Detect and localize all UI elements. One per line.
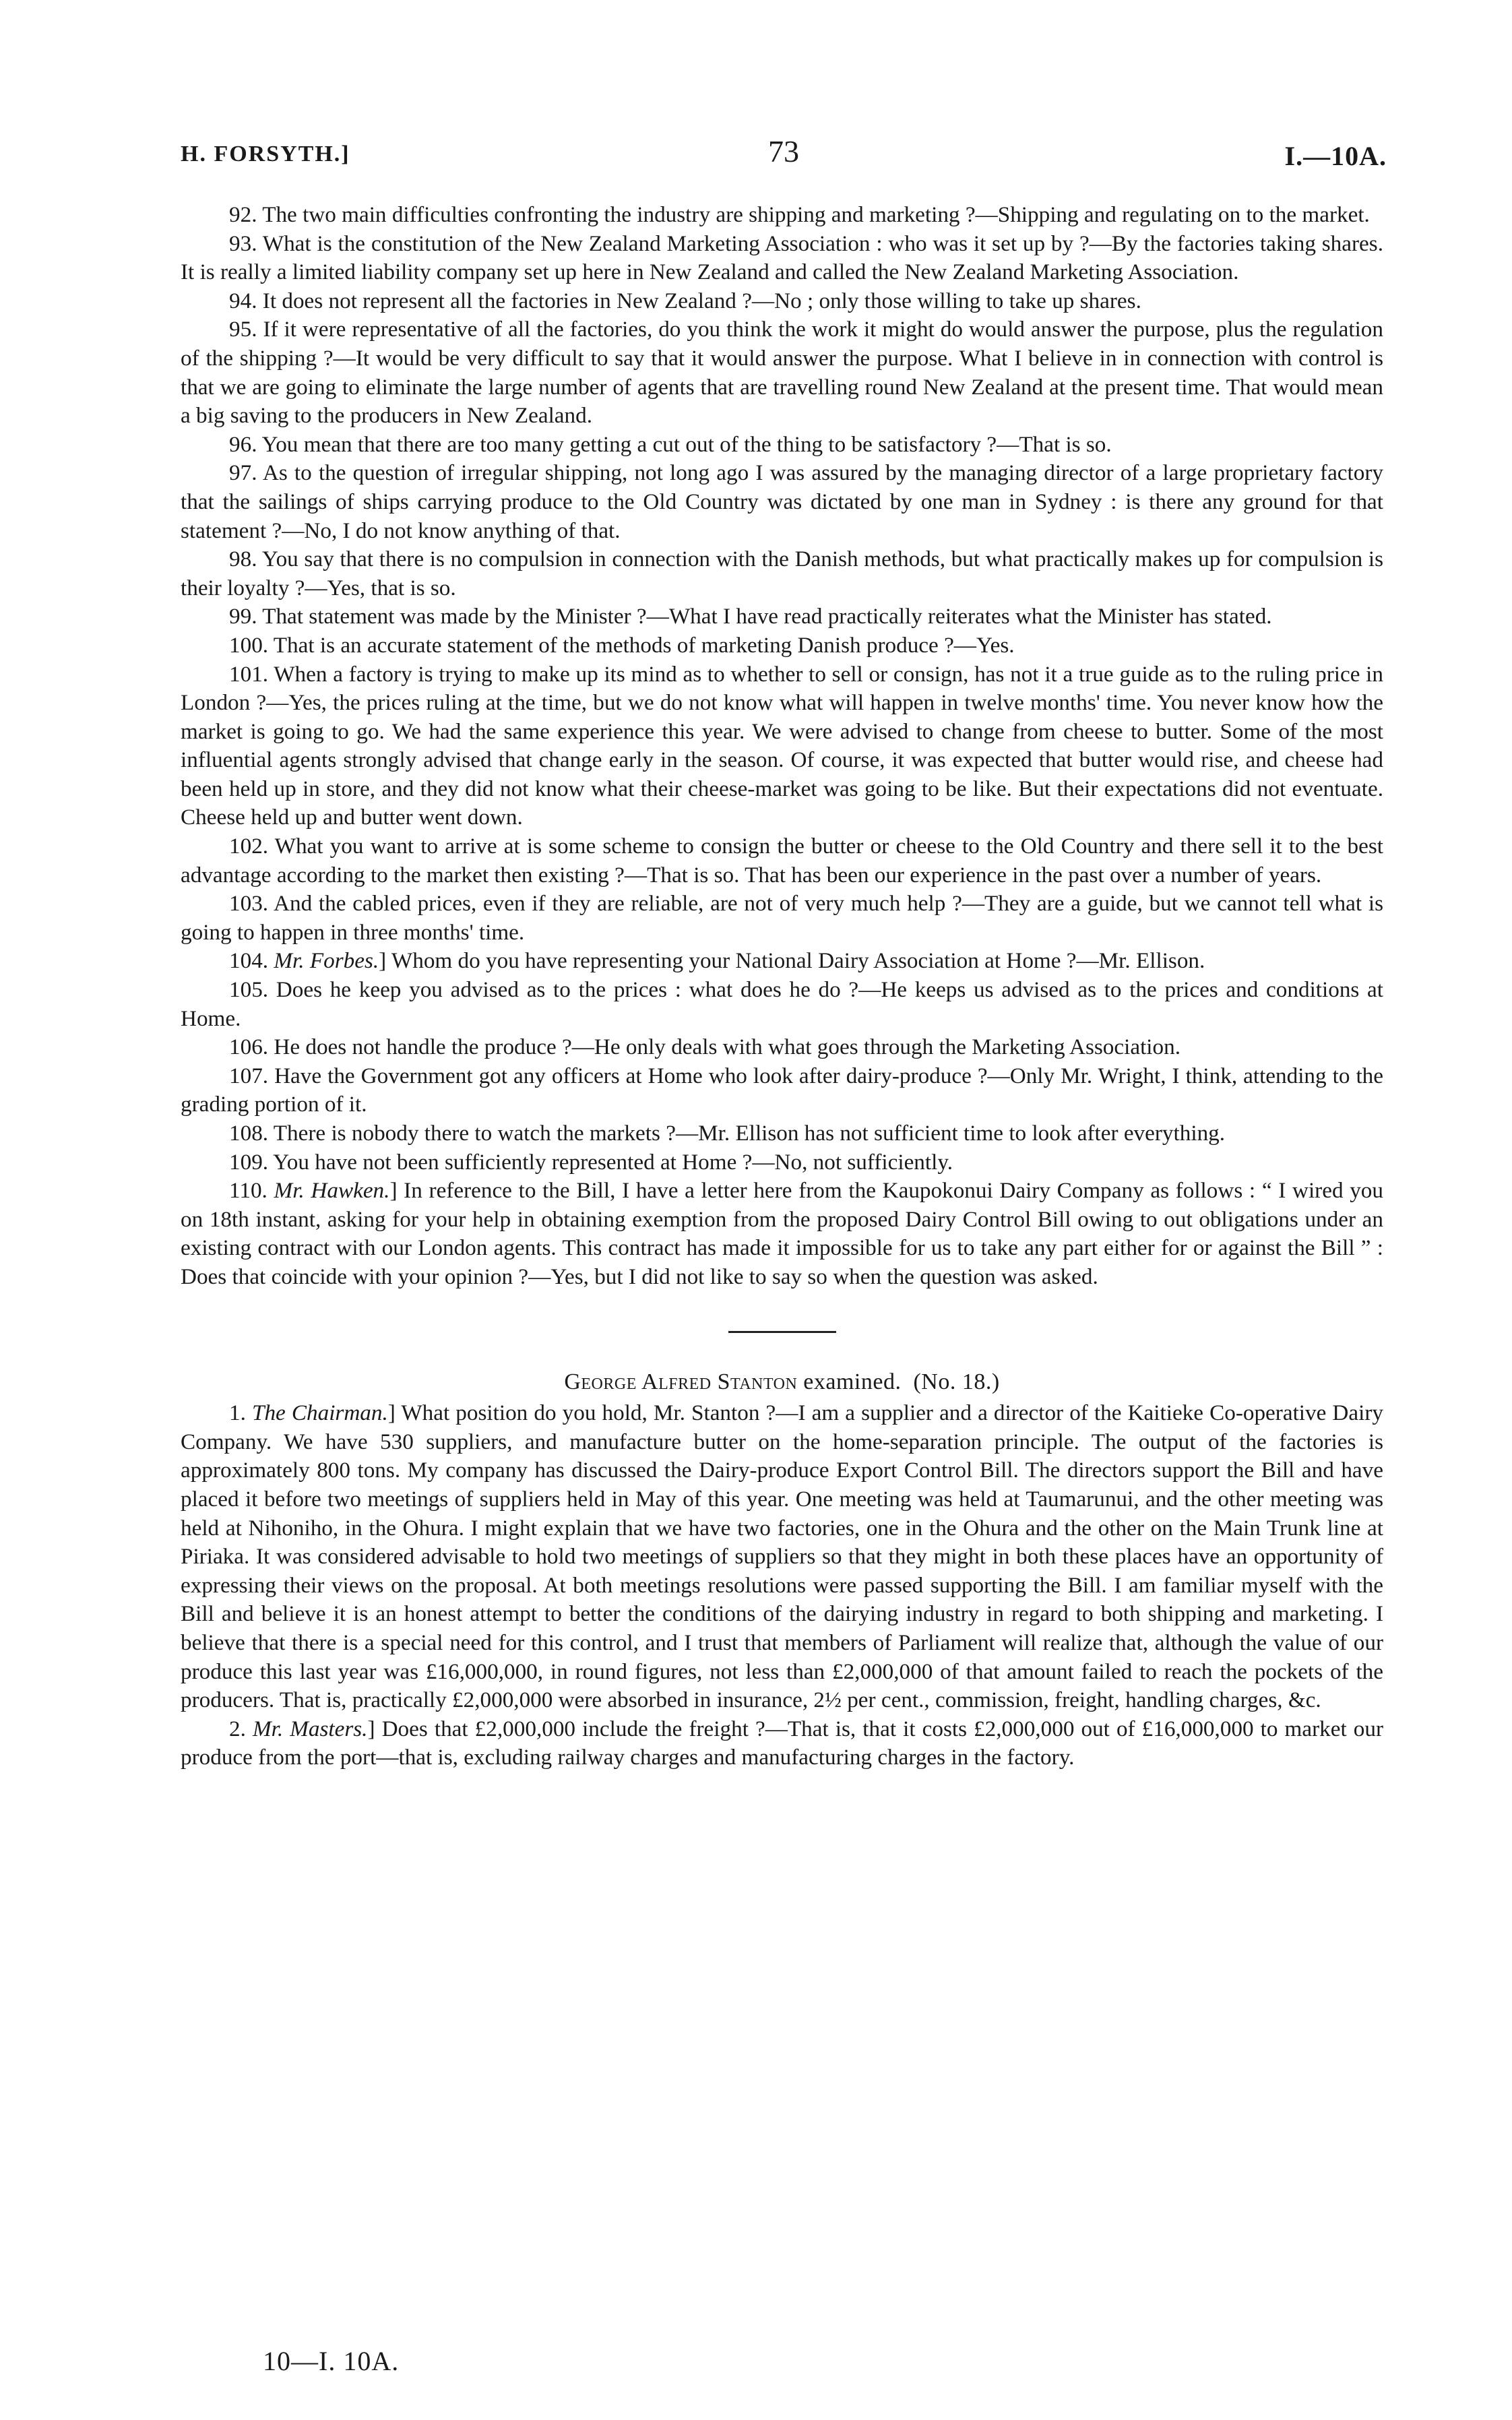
question-paragraph [181,201,1383,230]
question-text: You say that there is no compulsion in connection with the Danish methods, but what practically makes up for compulsion is their loyalty ?—Yes, that is so. [181,547,1383,600]
question-number: 1. [229,1400,246,1426]
question-paragraph [181,976,1383,1033]
speaker-name: Mr. Forbes. [274,948,379,974]
question-text: You have not been sufficiently represented at Home ?—No, not sufficiently. [273,1149,953,1175]
question-number: 101. [229,661,269,687]
question-paragraph [181,230,1383,287]
question-number: 93. [229,230,257,256]
question-number: 100. [229,632,269,658]
question-paragraph [181,1715,1383,1772]
question-number: 106. [229,1034,269,1060]
question-paragraph [181,431,1383,460]
question-number: 107. [229,1063,269,1088]
question-paragraph [181,660,1383,833]
question-text: ] In reference to the Bill, I have a letter here from the Kaupokonui Dairy Company as follows : “ I wired you on 18th instant, asking for your help in obtaining exemption from the proposed Dairy Control Bill owing to out obligations under an existing contract with our London agents. This contract has made it impossible for us to take any part either for or against the Bill ” : Does that coincide with your opinion ?—Yes, but I did not like to say so when the question was asked. [181,1178,1383,1289]
question-text: And the cabled prices, even if they are reliable, are not of very much help ?—They are a guide, but we cannot tell what is going to happen in three months' time. [181,891,1383,945]
section-divider [728,1331,836,1333]
witness-examined: examined. [803,1369,902,1394]
body-text [181,201,1383,1772]
question-text: There is nobody there to watch the markets ?—Mr. Ellison has not sufficient time to look after everything. [273,1121,1226,1146]
question-text: The two main difficulties confronting the industry are shipping and marketing ?—Shipping and regulating on to the market. [262,202,1370,227]
question-paragraph [181,631,1383,660]
question-text: He does not handle the produce ?—He only deals with what goes through the Marketing Association. [274,1034,1181,1060]
witness-number: (No. 18.) [913,1369,1000,1394]
question-paragraph [181,287,1383,316]
question-paragraph [181,1177,1383,1291]
question-number: 108. [229,1121,269,1146]
question-text: ] Whom do you have representing your National Dairy Association at Home ?—Mr. Ellison. [379,948,1205,974]
question-number: 104. [229,948,269,974]
question-text: As to the question of irregular shipping, not long ago I was assured by the managing director of a large proprietary factory that the sailings of ships carrying produce to the Old Country was dictated by one man in Sydney : is there any ground for that statement ?—No, I do not know anything of that. [181,460,1383,543]
question-number: 92. [229,202,257,227]
evidence-block-stanton [181,1399,1383,1772]
question-number: 98. [229,547,257,572]
question-number: 2. [229,1716,246,1741]
question-number: 103. [229,891,269,917]
question-number: 99. [229,604,257,629]
question-number: 97. [229,460,257,486]
question-text: That is an accurate statement of the methods of marketing Danish produce ?—Yes. [273,632,1015,658]
question-number: 96. [229,431,257,457]
witness-heading [181,1368,1383,1397]
speaker-name: The Chairman. [252,1400,388,1426]
question-text: You mean that there are too many getting a cut out of the thing to be satisfactory ?—That is so. [261,431,1112,457]
question-paragraph [181,890,1383,947]
question-number: 105. [229,977,269,1003]
question-paragraph [181,1062,1383,1119]
page-number: 73 [768,134,799,168]
question-paragraph [181,545,1383,602]
question-paragraph [181,1148,1383,1177]
question-number: 102. [229,834,269,859]
question-text: If it were representative of all the factories, do you think the work it might do would answer the purpose, plus the regulation of the shipping ?—It would be very difficult to say that it would answer the purpose. What I believe in in connection with control is that we are going to eliminate the large number of agents that are travelling round New Zealand at the present time. That would mean a big saving to the producers in New Zealand. [181,317,1383,429]
speaker-name: Mr. Masters. [252,1716,368,1741]
question-paragraph [181,947,1383,976]
running-head-left: H. FORSYTH.] [181,142,350,166]
witness-name: George Alfred Stanton [564,1369,798,1394]
question-text: That statement was made by the Minister ?—What I have read practically reiterates what the Minister has stated. [262,604,1272,629]
question-text: It does not represent all the factories in New Zealand ?—No ; only those willing to take up shares. [262,288,1141,313]
question-text: ] Does that £2,000,000 include the freight ?—That is, that it costs £2,000,000 out of £16,000,000 to market our produce from the port—that is, excluding railway charges and manufacturing charges in the factory. [181,1716,1383,1770]
question-paragraph [181,315,1383,430]
question-text: When a factory is trying to make up its mind as to whether to sell or consign, has not it a true guide as to the ruling price in London ?—Yes, the prices ruling at the time, but we do not know what will happen in twelve months' time. You never know how the market is going to go. We had the same experience this year. We were advised to change from cheese to butter. Some of the most influential agents strongly advised that change early in the season. Of course, it was expected that butter would rise, and cheese had been held up in store, and they did not know what their cheese-market was going to be like. But their expectations did not eventuate. Cheese held up and butter went down. [181,661,1383,830]
question-text: Have the Government got any officers at Home who look after dairy-produce ?—Only Mr. Wright, I think, attending to the grading portion of it. [181,1063,1383,1117]
question-paragraph [181,1033,1383,1062]
question-paragraph [181,602,1383,631]
printer-signature: 10—I. 10A. [263,2346,400,2376]
question-paragraph [181,1119,1383,1148]
question-paragraph [181,832,1383,890]
speaker-name: Mr. Hawken. [274,1178,390,1204]
question-text: Does he keep you advised as to the prices : what does he do ?—He keeps us advised as to the prices and conditions at Home. [181,977,1383,1031]
question-number: 109. [229,1149,269,1175]
question-number: 95. [229,317,257,342]
question-number: 110. [229,1178,267,1204]
question-paragraph [181,459,1383,545]
question-number: 94. [229,288,257,313]
running-head-right: I.—10A. [1284,141,1387,171]
running-head [181,133,1387,174]
question-text: What you want to arrive at is some scheme to consign the butter or cheese to the Old Country and there sell it to the best advantage according to the market then existing ?—That is so. That has been our experience in the past over a number of years. [181,834,1384,888]
evidence-block-forsyth [181,201,1383,1292]
question-text: ] What position do you hold, Mr. Stanton ?—I am a supplier and a director of the Kaitieke Co-operative Dairy Company. We have 530 suppliers, and manufacture butter on the home-separation principle. The output of the factories is approximately 800 tons. My company has discussed the Dairy-produce Export Control Bill. The directors support the Bill and have placed it before two meetings of suppliers held in May of this year. One meeting was held at Taumarunui, and the other meeting was held at Nihoniho, in the Ohura. I might explain that we have two factories, one in the Ohura and the other on the Main Trunk line at Piriaka. It was considered advisable to hold two meetings of suppliers so that they might in both these places have an opportunity of expressing their views on the proposal. At both meetings resolutions were passed supporting the Bill. I am familiar myself with the Bill and believe it is an honest attempt to better the conditions of the dairying industry in regard to both shipping and marketing. I believe that there is a special need for this control, and I trust that members of Parliament will realize that, although the value of our produce this last year was £16,000,000, in round figures, not less than £2,000,000 of that amount failed to reach the pockets of the producers. That is, practically £2,000,000 were absorbed in insurance, 2½ per cent., commission, freight, handling charges, &c. [181,1400,1383,1713]
question-text: What is the constitution of the New Zealand Marketing Association : who was it set up by ?—By the factories taking shares. It is really a limited liability company set up here in New Zealand and called the New Zealand Marketing Association. [181,230,1383,285]
question-paragraph [181,1399,1383,1715]
